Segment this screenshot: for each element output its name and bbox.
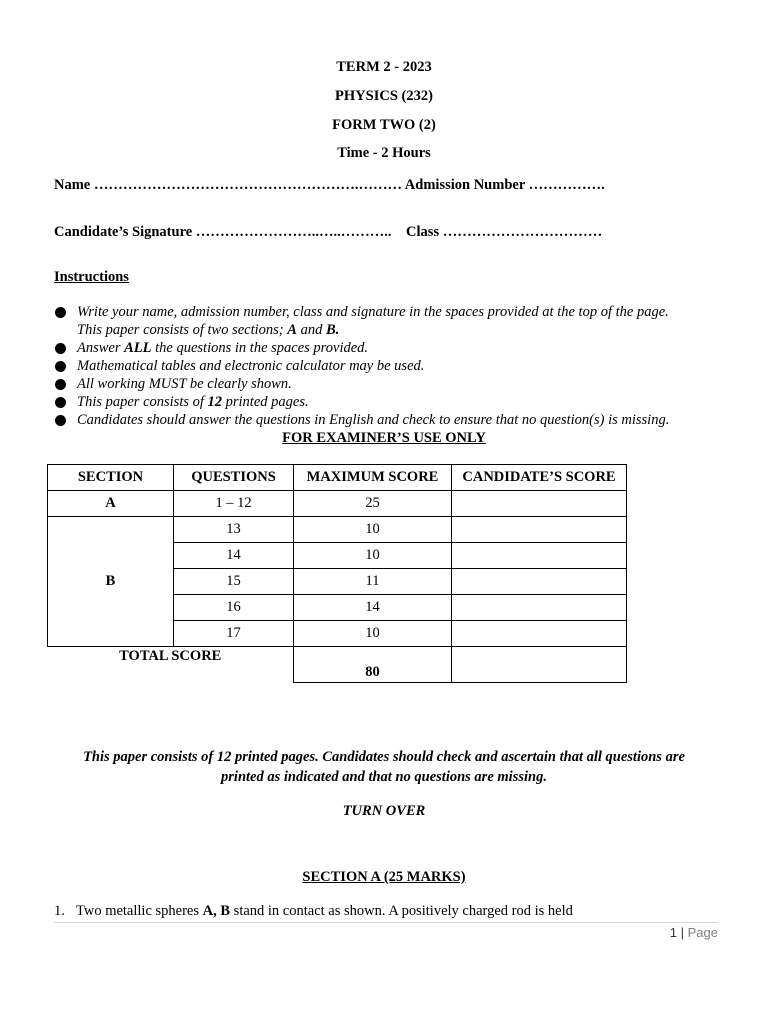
candidate-score-cell[interactable] [452,517,627,543]
examiner-heading: FOR EXAMINER’S USE ONLY [282,430,486,446]
name-admission-field: Name ……………………………………………….……… Admission Number ……………. [54,177,605,193]
instruction-item [54,411,724,429]
instruction-text: All working MUST be clearly shown. [77,376,292,392]
question-text: Two metallic spheres [76,903,203,919]
page-separator: | [680,925,684,940]
max-score-cell: 14 [294,595,452,621]
bullet-icon [55,343,66,354]
bullet-icon [55,361,66,372]
total-candidate-score[interactable] [452,647,627,683]
instruction-item [54,393,724,411]
bullet-icon [55,307,66,318]
max-score-cell: 25 [294,491,452,517]
instructions-heading: Instructions [54,269,129,285]
table-row [48,491,627,517]
section-a-ref: A [287,322,297,338]
max-score-cell: 10 [294,517,452,543]
table-header-row [48,465,627,491]
column-header-candidate-score: CANDIDATE’S SCORE [452,465,627,491]
instruction-emphasis: ALL [124,340,152,356]
instruction-text: This paper consists of [77,394,208,410]
bullet-icon [55,415,66,426]
question-emphasis: A, B [202,903,231,919]
section-cell: A [48,491,174,517]
instruction-text: printed pages. [222,394,309,410]
page-number [670,925,718,940]
footer-divider [54,922,718,923]
question-1 [54,903,573,920]
question-cell: 14 [174,543,294,569]
column-header-maximum-score: MAXIMUM SCORE [294,465,452,491]
candidate-score-cell[interactable] [452,621,627,647]
instruction-item-continuation [54,321,724,339]
exam-term: TERM 2 - 2023 [336,59,432,75]
total-score-label: TOTAL SCORE [48,647,294,683]
question-cell: 16 [174,595,294,621]
signature-class-field: Candidate’s Signature ……………………..…..……….. Class …………………………… [54,224,603,240]
exam-time: Time - 2 Hours [337,145,431,161]
question-text: stand in contact as shown. A positively charged rod is held [230,903,573,919]
notice-line-2: printed as indicated and that no questions are missing. [221,769,547,785]
candidate-score-cell[interactable] [452,595,627,621]
instruction-text: Candidates should answer the questions in English and check to ensure that no question(s) is missing. [77,412,670,428]
question-cell: 1 – 12 [174,491,294,517]
section-cell: B [48,517,174,647]
section-b-ref: B. [325,322,340,338]
notice-line-1: This paper consists of 12 printed pages. Candidates should check and ascertain that all questions are [83,749,685,765]
column-header-section: SECTION [48,465,174,491]
page-number-value: 1 [669,925,677,940]
page-label: Page [687,925,718,940]
instruction-item [54,303,724,321]
question-cell: 15 [174,569,294,595]
exam-subject: PHYSICS (232) [335,88,433,104]
instructions-list [54,303,724,429]
instruction-item [54,339,724,357]
turn-over: TURN OVER [342,803,426,819]
instruction-text: Answer [77,340,125,356]
instruction-text: and [296,322,326,338]
section-a-heading: SECTION A (25 MARKS) [302,869,466,885]
instruction-text: Write your name, admission number, class and signature in the spaces provided at the top of the page. [77,304,669,320]
total-max-score: 80 [294,647,452,683]
question-cell: 17 [174,621,294,647]
instruction-text: the questions in the spaces provided. [151,340,369,356]
exam-form: FORM TWO (2) [332,117,436,133]
candidate-score-cell[interactable] [452,569,627,595]
column-header-questions: QUESTIONS [174,465,294,491]
instruction-emphasis: 12 [207,394,223,410]
max-score-cell: 10 [294,621,452,647]
score-table [47,464,627,683]
question-cell: 13 [174,517,294,543]
max-score-cell: 10 [294,543,452,569]
question-number: 1. [54,903,65,919]
table-row [48,517,627,543]
instruction-item [54,357,724,375]
bullet-icon [55,379,66,390]
bullet-icon [55,397,66,408]
candidate-score-cell[interactable] [452,543,627,569]
candidate-score-cell[interactable] [452,491,627,517]
instruction-text: This paper consists of two sections; [77,322,288,338]
instruction-item [54,375,724,393]
instruction-text: Mathematical tables and electronic calculator may be used. [77,358,425,374]
total-row [48,647,627,683]
max-score-cell: 11 [294,569,452,595]
